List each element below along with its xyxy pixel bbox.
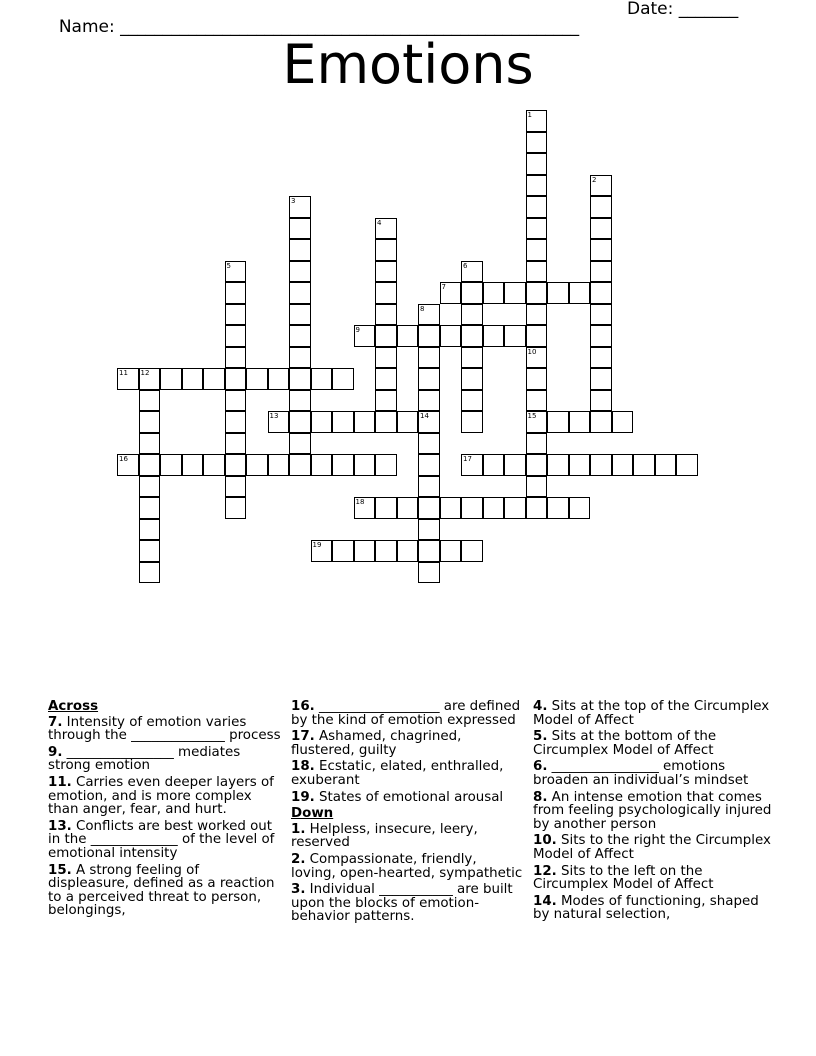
crossword-cell[interactable] — [225, 390, 247, 412]
crossword-cell[interactable] — [397, 540, 419, 562]
crossword-cell[interactable] — [461, 540, 483, 562]
clue-down-4 — [533, 700, 773, 727]
crossword-cell[interactable] — [225, 261, 247, 283]
clue-across-13 — [48, 820, 284, 861]
crossword-cell[interactable] — [526, 347, 548, 369]
clue-number: 12. — [533, 863, 557, 879]
clue-across-18 — [291, 760, 523, 787]
crossword-cell[interactable] — [418, 454, 440, 476]
crossword-cell[interactable] — [418, 368, 440, 390]
clue-text: Sits to the left on the Circumplex Model of Affect — [533, 863, 714, 893]
clue-across-7 — [48, 716, 284, 743]
crossword-cell[interactable] — [375, 239, 397, 261]
clue-number-label: 16 — [119, 455, 128, 463]
clue-number: 8. — [533, 789, 548, 805]
crossword-cell[interactable] — [139, 497, 161, 519]
crossword-cell[interactable] — [139, 454, 161, 476]
crossword-cell[interactable] — [182, 368, 204, 390]
crossword-cell[interactable] — [246, 454, 268, 476]
crossword-cell[interactable] — [590, 390, 612, 412]
crossword-cell[interactable] — [289, 411, 311, 433]
clue-number-label: 1 — [527, 111, 532, 119]
clue-number-label: 9 — [355, 326, 360, 334]
crossword-cell[interactable] — [289, 218, 311, 240]
crossword-cell[interactable] — [504, 454, 526, 476]
crossword-cell[interactable] — [590, 368, 612, 390]
crossword-cell[interactable] — [375, 368, 397, 390]
crossword-cell[interactable] — [483, 497, 505, 519]
crossword-cell[interactable] — [311, 368, 333, 390]
crossword-cell[interactable] — [311, 540, 333, 562]
crossword-cell[interactable] — [526, 390, 548, 412]
clue-text: A strong feeling of displeasure, defined as a reaction to a perceived threat to person, belongings, — [48, 862, 275, 919]
clue-number-label: 6 — [463, 261, 468, 270]
crossword-cell[interactable] — [397, 325, 419, 347]
crossword-cell[interactable] — [526, 304, 548, 326]
clue-across-15 — [48, 864, 284, 918]
clue-number: 5. — [533, 729, 548, 745]
crossword-cell[interactable] — [590, 196, 612, 218]
clue-text: Sits at the bottom of the Circumplex Model of Affect — [533, 729, 717, 758]
clue-number-label: 3 — [291, 197, 296, 205]
clue-number-label: 13 — [269, 412, 279, 420]
clue-number-label: 8 — [420, 304, 425, 313]
crossword-cell[interactable] — [526, 454, 548, 476]
crossword-cell[interactable] — [676, 454, 698, 476]
crossword-cell[interactable] — [526, 497, 548, 519]
clue-number: 19. — [291, 789, 315, 805]
crossword-cell[interactable] — [526, 282, 548, 304]
crossword-cell[interactable] — [590, 325, 612, 347]
crossword-cell[interactable] — [547, 282, 569, 304]
clue-column-2 — [291, 700, 523, 927]
crossword-cell[interactable] — [375, 325, 397, 347]
crossword-cell[interactable] — [440, 325, 462, 347]
crossword-cell[interactable] — [268, 411, 290, 433]
crossword-cell[interactable] — [332, 540, 354, 562]
clue-text: Intensity of emotion varies through the ______________ process — [48, 714, 281, 744]
clue-across-19 — [291, 791, 523, 805]
crossword-cell[interactable] — [375, 304, 397, 326]
crossword-cell[interactable] — [139, 433, 161, 455]
clue-down-12 — [533, 865, 773, 892]
crossword-cell[interactable] — [526, 433, 548, 455]
crossword-cell[interactable] — [289, 282, 311, 304]
clue-number: 4. — [533, 699, 548, 714]
crossword-cell[interactable] — [289, 196, 311, 218]
crossword-cell[interactable] — [461, 304, 483, 326]
clue-number: 2. — [291, 851, 306, 867]
crossword-cell[interactable] — [418, 562, 440, 584]
crossword-cell[interactable] — [526, 175, 548, 197]
crossword-cell[interactable] — [311, 454, 333, 476]
crossword-cell[interactable] — [590, 175, 612, 197]
crossword-cell[interactable] — [655, 454, 677, 476]
crossword-cell[interactable] — [526, 261, 548, 283]
clue-number-label: 10 — [527, 347, 537, 356]
clue-down-2 — [291, 853, 523, 880]
crossword-cell[interactable] — [504, 282, 526, 304]
crossword-cell[interactable] — [418, 304, 440, 326]
crossword-cell[interactable] — [526, 411, 548, 433]
crossword-cell[interactable] — [461, 390, 483, 412]
crossword-cell[interactable] — [354, 325, 376, 347]
crossword-cell[interactable] — [160, 368, 182, 390]
crossword-cell[interactable] — [289, 454, 311, 476]
clue-text: Conflicts are best worked out in the _____________ of the level of emotional intensity — [48, 818, 275, 861]
crossword-cell[interactable] — [461, 368, 483, 390]
crossword-cell[interactable] — [569, 282, 591, 304]
crossword-cell[interactable] — [440, 540, 462, 562]
crossword-cell[interactable] — [612, 454, 634, 476]
clue-number: 14. — [533, 893, 557, 909]
crossword-cell[interactable] — [332, 454, 354, 476]
crossword-cell[interactable] — [139, 390, 161, 412]
clue-number-label: 4 — [377, 218, 382, 227]
clue-number-label: 2 — [592, 175, 597, 184]
crossword-cell[interactable] — [590, 261, 612, 283]
across-heading: Across — [48, 699, 99, 714]
crossword-cell[interactable] — [354, 497, 376, 519]
crossword-cell[interactable] — [440, 282, 462, 304]
crossword-cell[interactable] — [225, 433, 247, 455]
crossword-cell[interactable] — [139, 476, 161, 498]
crossword-cell[interactable] — [526, 196, 548, 218]
crossword-cell[interactable] — [461, 411, 483, 433]
clue-text: Modes of functioning, shaped by natural selection, — [533, 893, 759, 923]
clue-number: 7. — [48, 714, 63, 730]
crossword-cell[interactable] — [225, 347, 247, 369]
name-field-label[interactable]: Name: ______________________________________________________ — [58, 17, 580, 37]
crossword-cell[interactable] — [526, 476, 548, 498]
crossword-cell[interactable] — [590, 454, 612, 476]
crossword-cell[interactable] — [418, 390, 440, 412]
crossword-cell[interactable] — [139, 411, 161, 433]
crossword-cell[interactable] — [461, 282, 483, 304]
crossword-cell[interactable] — [526, 218, 548, 240]
crossword-cell[interactable] — [203, 368, 225, 390]
crossword-cell[interactable] — [526, 110, 548, 132]
clue-text: Ashamed, chagrined, flustered, guilty — [291, 729, 462, 758]
crossword-cell[interactable] — [461, 261, 483, 283]
crossword-cell[interactable] — [526, 132, 548, 154]
crossword-cell[interactable] — [139, 519, 161, 541]
page-title: Emotions — [282, 33, 534, 96]
clue-number: 16. — [291, 699, 315, 714]
crossword-cell[interactable] — [117, 454, 139, 476]
clue-text: __________________ are defined by the kind of emotion expressed — [291, 699, 521, 728]
clue-number-label: 11 — [119, 369, 128, 377]
clue-down-10 — [533, 834, 773, 861]
clue-text: Helpless, insecure, leery, reserved — [291, 821, 478, 851]
clue-text: Ecstatic, elated, enthralled, exuberant — [291, 759, 504, 788]
clue-number-label: 18 — [355, 498, 365, 506]
crossword-cell[interactable] — [569, 454, 591, 476]
clue-number-label: 17 — [463, 455, 472, 463]
crossword-cell[interactable] — [483, 282, 505, 304]
crossword-cell[interactable] — [397, 411, 419, 433]
down-heading: Down — [291, 806, 334, 822]
clue-number: 6. — [533, 759, 548, 775]
crossword-cell[interactable] — [354, 411, 376, 433]
crossword-cell[interactable] — [289, 433, 311, 455]
crossword-cell[interactable] — [547, 411, 569, 433]
crossword-cell[interactable] — [418, 519, 440, 541]
crossword-cell[interactable] — [354, 454, 376, 476]
clue-text: Sits at the top of the Circumplex Model of Affect — [533, 699, 770, 728]
clue-number: 3. — [291, 882, 306, 898]
crossword-cell[interactable] — [375, 347, 397, 369]
crossword-cell[interactable] — [526, 325, 548, 347]
crossword-cell[interactable] — [418, 347, 440, 369]
crossword-cell[interactable] — [590, 218, 612, 240]
crossword-cell[interactable] — [418, 433, 440, 455]
crossword-cell[interactable] — [139, 562, 161, 584]
clue-number-label: 12 — [140, 369, 150, 377]
crossword-cell[interactable] — [590, 239, 612, 261]
clue-across-17 — [291, 730, 523, 757]
clue-text: Sits to the right the Circumplex Model of Affect — [533, 833, 771, 862]
crossword-cell[interactable] — [440, 497, 462, 519]
clue-number: 17. — [291, 729, 315, 745]
clue-number: 11. — [48, 774, 72, 790]
crossword-cell[interactable] — [418, 540, 440, 562]
clue-down-8 — [533, 791, 773, 832]
clue-down-1 — [291, 823, 523, 850]
clue-number-label: 7 — [441, 283, 446, 291]
clue-across-16 — [291, 700, 523, 727]
clue-text: States of emotional arousal — [319, 789, 504, 805]
clue-text: ________________ mediates strong emotion — [48, 744, 241, 774]
crossword-cell[interactable] — [418, 325, 440, 347]
crossword-cell[interactable] — [354, 540, 376, 562]
crossword-cell[interactable] — [139, 540, 161, 562]
clue-number: 13. — [48, 818, 72, 834]
clue-number: 9. — [48, 744, 63, 760]
clue-number-label: 15 — [527, 412, 537, 420]
crossword-cell[interactable] — [375, 454, 397, 476]
crossword-cell[interactable] — [225, 454, 247, 476]
clue-text: Compassionate, friendly, loving, open-hearted, sympathetic — [291, 851, 523, 881]
crossword-cell[interactable] — [225, 304, 247, 326]
crossword-cell[interactable] — [203, 454, 225, 476]
crossword-cell[interactable] — [461, 325, 483, 347]
clue-column-1 — [48, 700, 284, 921]
crossword-cell[interactable] — [225, 476, 247, 498]
crossword-cell[interactable] — [569, 411, 591, 433]
crossword-cell[interactable] — [547, 497, 569, 519]
crossword-cell[interactable] — [590, 411, 612, 433]
clue-number: 10. — [533, 833, 557, 849]
crossword-cell[interactable] — [375, 411, 397, 433]
crossword-cell[interactable] — [225, 368, 247, 390]
crossword-cell[interactable] — [375, 390, 397, 412]
crossword-cell[interactable] — [225, 282, 247, 304]
clue-number-label: 14 — [420, 412, 429, 420]
crossword-cell[interactable] — [547, 454, 569, 476]
crossword-cell[interactable] — [526, 239, 548, 261]
clue-number: 18. — [291, 759, 315, 775]
crossword-cell[interactable] — [418, 497, 440, 519]
crossword-cell[interactable] — [289, 347, 311, 369]
clue-down-5 — [533, 730, 773, 757]
clue-down-6 — [533, 760, 773, 787]
clue-number-label: 5 — [226, 261, 231, 270]
crossword-cell[interactable] — [375, 540, 397, 562]
crossword-cell[interactable] — [375, 497, 397, 519]
clue-across-11 — [48, 776, 284, 817]
crossword-cell[interactable] — [289, 368, 311, 390]
crossword-cell[interactable] — [483, 325, 505, 347]
crossword-cell[interactable] — [246, 368, 268, 390]
clue-number: 15. — [48, 862, 72, 878]
crossword-cell[interactable] — [612, 411, 634, 433]
crossword-cell[interactable] — [117, 368, 139, 390]
crossword-cell[interactable] — [289, 304, 311, 326]
crossword-cell[interactable] — [590, 304, 612, 326]
crossword-cell[interactable] — [375, 261, 397, 283]
clue-number-label: 19 — [312, 541, 322, 549]
crossword-cell[interactable] — [375, 218, 397, 240]
crossword-cell[interactable] — [504, 325, 526, 347]
clue-text: An intense emotion that comes from feeling psychologically injured by another person — [533, 789, 772, 832]
crossword-cell[interactable] — [483, 454, 505, 476]
crossword-cell[interactable] — [225, 411, 247, 433]
clue-text: Carries even deeper layers of emotion, and is more complex than anger, fear, and hurt. — [48, 774, 274, 818]
crossword-cell[interactable] — [268, 454, 290, 476]
clue-down-14 — [533, 895, 773, 922]
crossword-cell[interactable] — [633, 454, 655, 476]
crossword-cell[interactable] — [332, 368, 354, 390]
crossword-cell[interactable] — [289, 239, 311, 261]
crossword-cell[interactable] — [289, 261, 311, 283]
clue-column-3 — [533, 700, 773, 925]
crossword-cell[interactable] — [526, 153, 548, 175]
crossword-cell[interactable] — [268, 368, 290, 390]
crossword-cell[interactable] — [418, 476, 440, 498]
crossword-cell[interactable] — [397, 497, 419, 519]
crossword-cell[interactable] — [225, 497, 247, 519]
crossword-cell[interactable] — [289, 325, 311, 347]
crossword-cell[interactable] — [526, 368, 548, 390]
crossword-cell[interactable] — [461, 347, 483, 369]
clue-text: Individual ___________ are built upon the blocks of emotion-behavior patterns. — [291, 882, 513, 925]
crossword-cell[interactable] — [225, 325, 247, 347]
crossword-cell[interactable] — [418, 411, 440, 433]
clue-number: 1. — [291, 821, 306, 837]
crossword-cell[interactable] — [311, 411, 333, 433]
crossword-cell[interactable] — [590, 347, 612, 369]
crossword-cell[interactable] — [461, 497, 483, 519]
crossword-cell[interactable] — [332, 411, 354, 433]
crossword-cell[interactable] — [182, 454, 204, 476]
crossword-cell[interactable] — [289, 390, 311, 412]
clue-down-3 — [291, 883, 523, 924]
clue-across-9 — [48, 746, 284, 773]
crossword-cell[interactable] — [375, 282, 397, 304]
clue-text: ________________ emotions broaden an individual’s mindset — [533, 759, 749, 788]
crossword-cell[interactable] — [590, 282, 612, 304]
crossword-cell[interactable] — [461, 454, 483, 476]
date-field-label[interactable]: Date: _______ — [627, 0, 739, 19]
crossword-cell[interactable] — [504, 497, 526, 519]
crossword-cell[interactable] — [160, 454, 182, 476]
crossword-cell[interactable] — [569, 497, 591, 519]
crossword-cell[interactable] — [139, 368, 161, 390]
